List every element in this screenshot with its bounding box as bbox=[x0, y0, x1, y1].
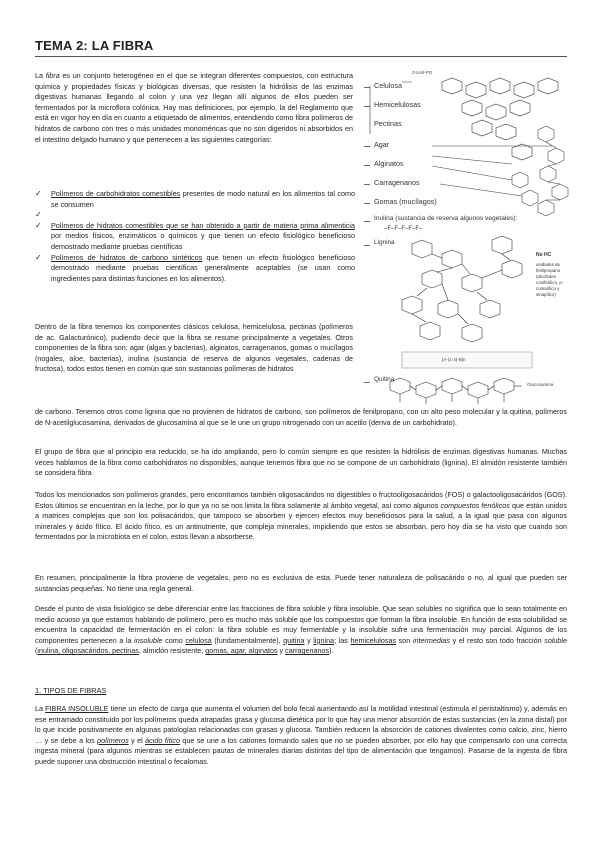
summary-paragraph: En resumen, principalmente la fibra proviene de vegetales, pero no es exclusiva de esta. Puede tener naturaleza de polisacárido o no, al igual que pueden ser sustancias pequeñas. No tiene una regla general. bbox=[35, 573, 567, 593]
structure-drawings bbox=[362, 64, 574, 408]
label-hemicelulosas: Hemicelulosas bbox=[374, 100, 421, 109]
label-agar: Agar bbox=[374, 140, 390, 149]
cellulose-structure bbox=[432, 78, 558, 160]
list-item: ✓ Polímeros de hidratos comestibles que se han obtenido a partir de materia prima alimenticia por medios físicos, enzimáticos o químicos y que tienen un efecto fisiológico beneficioso demostrado mediante pruebas científicas bbox=[35, 220, 355, 251]
check-icon: ✓ bbox=[35, 220, 42, 230]
components-paragraph-cont: de carbono. Tenemos otros como lignina que no provienen de hidratos de carbono, son polímeros de fenilpropano, con un alto peso molecular y la quitina, polímeros de N-acetilglucosamina, derivados de glucosamina al que se le une un grupo nitrogenado con un acetilo (deriva de un carbohidrato). bbox=[35, 407, 567, 427]
label-lignina: Lignina bbox=[374, 239, 395, 246]
polymers-paragraph: Todos los mencionados son polímeros grandes, pero encontramos también oligosacáridos no digestibles o fructooligosacáridos (FOS) o galactooligosacáridos (GOS). Estos últimos se encuentran en la leche, por lo que ya no se nos limita la fibra solamente al ámbito vegetal, así como algunos compuestos fenólicos que están unidos a matrices complejas que son los polisacáridos, que tampoco se absorben y ejercen efectos muy beneficiosos para la salud, a la igual que pasa con algunos minerales y ácido fítico. El ácido fítico, es un antinutriente, que compleja minerales, impidiendo que estos se absorban, pero hoy día se ha visto que cuando son fermentados por la microbiota en el colon, estos llevan a absorberse. bbox=[35, 490, 567, 542]
label-gomas: Gomas (mucílagos) bbox=[374, 197, 437, 206]
label-alginatos: Alginatos bbox=[374, 159, 404, 168]
list-item: ✓ Polímeros de carbohidratos comestibles presentes de modo natural en los alimentos tal como se consumen bbox=[35, 189, 355, 209]
page-title: TEMA 2: LA FIBRA bbox=[35, 38, 154, 53]
intro-paragraph bbox=[35, 71, 353, 145]
check-icon: ✓ bbox=[35, 210, 42, 220]
polysaccharide-structure bbox=[512, 126, 568, 216]
check-icon: ✓ bbox=[35, 252, 42, 262]
lignin-structure bbox=[402, 236, 522, 342]
intro-term-fibra: fibra bbox=[45, 71, 60, 80]
check-icon: ✓ bbox=[35, 189, 42, 198]
fiber-components-figure bbox=[362, 64, 574, 408]
components-paragraph: Dentro de la fibra tenemos los componentes clásicos celulosa, hemicelulosa, pectinas (polímeros de ac. Galacturónico), pudiendo decir que la fibra se resume principalmente a vegetales. Otros componentes de la fibra son; agar (algas y bacterias), alginatos, carragenanos, gomas o mucílagos (nogales, aloe, bacterias), inulina (sustancia de reserva de algunos vegetales, cadenas de fructosa), todos estos tienen en común que son sustancias polímeras de hidratos bbox=[35, 322, 353, 374]
glucosamina-label: Glucosamina bbox=[527, 382, 554, 387]
title-rule bbox=[35, 56, 567, 57]
inulin-chain: –F–F–F–F–F– bbox=[384, 226, 423, 232]
label-quitina: Quitina bbox=[374, 376, 395, 383]
label-inulina: Inulina (sustancia de reserva algunos vegetales): bbox=[374, 215, 518, 222]
types-paragraph: La FIBRA INSOLUBLE tiene un efecto de carga que aumenta el volumen del bolo fecal aumentando así la motilidad intestinal (estimula el peristaltismo) y, además en ese entramado constituido por los polímeros queda atrapadas grasa y glucosa dietética por lo que hay una menor absorción de estas sustancias (en la zona distal) por lo que incide positivamente en algunas patologías relacionadas con grasas y glucosa. También reducen la absorción de cationes divalentes como calcio, zinc, hierro … y se debe a los polímeros y el ácido fítico que se une a los cationes formando sales que no se pueden absorber, por ello hay que compensarlo con una correcta ingesta mineral (para algunos mientras se establecen pautas de minerales diarias distintas del tipo de alimentación que tengamos). Pasarse de la ingesta de fibra puede suponer una obstrucción intestinal o fecalomas. bbox=[35, 704, 568, 766]
categories-list bbox=[35, 189, 355, 284]
label-celulosa: Celulosa bbox=[374, 81, 402, 90]
list-item: ✓ Polímeros de hidratos de carbono sintéticos que tienen un efecto fisiológico beneficioso demostrado mediante pruebas científicas generalmente aceptables (se usan como ingredientes para distintas funciones en los alimentos). bbox=[35, 252, 355, 283]
formula-text: [A-(1-4)-B]n bbox=[442, 357, 466, 362]
label-pectinas: Pectinas bbox=[374, 119, 402, 128]
list-item bbox=[35, 210, 355, 221]
intro-text-c: es un conjunto heterogéneo en el que se integran diferentes compuestos, con estructura química y propiedades físicas y biológicas diversas, que resisten la hidrólisis de las enzimas digestivas humanas llegando al colon y una vez llegan allí algunos de ellos pueden ser fermentados por la microflora colónica. Hay mas definiciones, por ejemplo, la del Reglamento que está en vigor hoy en día en cuanto a etiquetado de alimentos, entendiendo como fibra polímeros de hidratos de carbono con tres o más unidades monoméricas que no son digeridos ni absorbidos en el intestino delgado humano y que pertenecen a las siguientes categorías: bbox=[35, 71, 353, 144]
label-carragenanos: Carragenanos bbox=[374, 178, 420, 187]
chitin-structure bbox=[390, 378, 522, 404]
figure-caption-top: Z-Unit-PG bbox=[412, 70, 433, 75]
group-paragraph: El grupo de fibra que al principio era reducido, se ha ido ampliando, pero lo común siempre es que resisten la hidrólisis de enzimas digestivas humanas. Muchas veces hablamos de la fibra como carbohidratos no disponibles, aunque tenemos fibra que no se compone de un carbohidrato (lignina). El almidón resistente también se considera fibra bbox=[35, 447, 567, 478]
no-hc-label: No HC bbox=[536, 252, 552, 258]
section-heading-tipos: 1. TIPOS DE FIBRAS bbox=[35, 686, 107, 695]
intro-text-a: La bbox=[35, 71, 46, 80]
physiology-paragraph: Desde el punto de vista fisiológico se debe diferenciar entre las fracciones de fibra soluble y fibra insoluble. Que sean solubles no significa que lo sean totalmente en medio acuoso ya que estamos hablando de polímero, pero es mucho más soluble que los compuestos que forman la fibra insoluble. En función de esta solubilidad se encuentra la capacidad de fermentación en el colon: la fibra soluble es muy fermentable y la insoluble sufre una fermentación muy parcial. Algunos de los componentes pertenecen a la insoluble como celulosa (fundamentalmente), quitina y lignina; las hemicelulosas son intermedias y el resto son todo fracción soluble (inulina, oligosacáridos, pectinas, almidón resistente, gomas, agar, alginatos y carragenanos). bbox=[35, 604, 568, 656]
lignin-note: unidades de fenilpropano (alcoholes coniferílico, p- cumarílico y sinapílico) bbox=[536, 262, 564, 297]
